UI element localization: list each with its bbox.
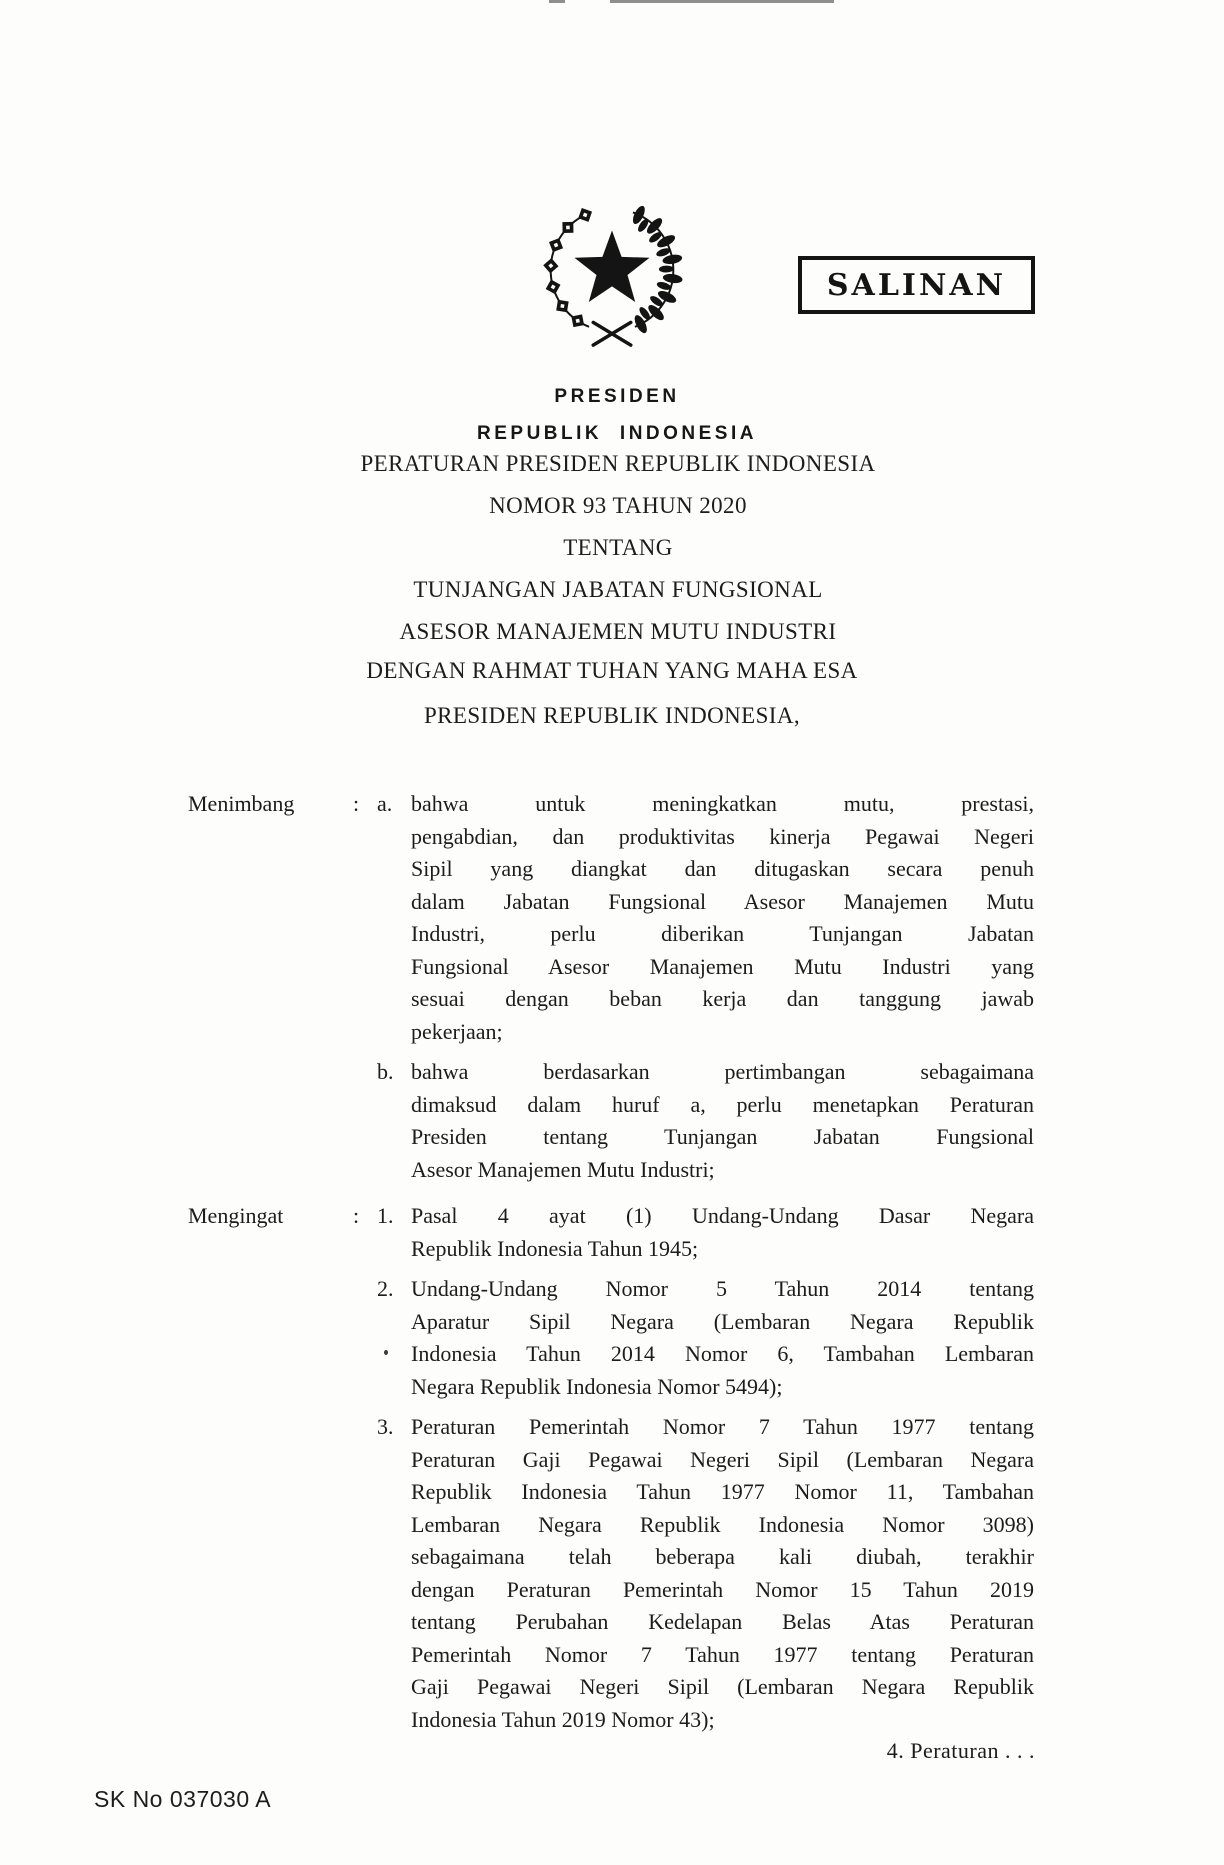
regulation-title [0, 452, 1224, 662]
clause-line: dalam Jabatan Fungsional Asesor Manajemen Mutu [411, 888, 1034, 914]
catchword: 4. Peraturan . . . [886, 1738, 1035, 1763]
regulation-body [188, 788, 1034, 1736]
clause-item [377, 788, 1034, 1048]
section-colon: : [353, 791, 360, 816]
section-colon: : [353, 1203, 360, 1228]
clause-line: Peraturan Pemerintah Nomor 7 Tahun 1977 tentang [411, 1414, 1034, 1439]
scan-artifact-line [549, 0, 565, 3]
title-line: NOMOR 93 TAHUN 2020 [489, 493, 747, 518]
clause-marker: 3. [377, 1414, 394, 1439]
scan-artifact-line [610, 0, 834, 3]
clause-line: pengabdian, dan produktivitas kinerja Pegawai Negeri [411, 823, 1034, 849]
clause-line: Presiden tentang Tunjangan Jabatan Fungsional [411, 1124, 1034, 1149]
clause-line: tentang Perubahan Kedelapan Belas Atas Peraturan [411, 1609, 1034, 1634]
clause-line: Sipil yang diangkat dan ditugaskan secara penuh [411, 856, 1034, 881]
clause-line: Pemerintah Nomor 7 Tahun 1977 tentang Peraturan [411, 1641, 1034, 1667]
clause-line: bahwa berdasarkan pertimbangan sebagaimana [411, 1059, 1034, 1084]
clause-line: Undang-Undang Nomor 5 Tahun 2014 tentang [411, 1276, 1034, 1301]
title-line: TENTANG [563, 535, 673, 560]
clause-line: pekerjaan; [411, 1018, 503, 1044]
clause-marker: 2. [377, 1276, 394, 1301]
clause-line: Lembaran Negara Republik Indonesia Nomor 3098) [411, 1511, 1034, 1537]
clause-line: Peraturan Gaji Pegawai Negeri Sipil (Lembaran Negara [411, 1446, 1034, 1472]
section-label: Menimbang [188, 791, 295, 816]
title-line: ASESOR MANAJEMEN MUTU INDUSTRI [399, 619, 837, 644]
clause-item [377, 1411, 1034, 1736]
clause-line: Negara Republik Indonesia Nomor 5494); [411, 1373, 783, 1399]
clause-line: Indonesia Tahun 2019 Nomor 43); [411, 1706, 715, 1732]
section-mengingat [188, 1200, 1034, 1736]
clause-line: Republik Indonesia Tahun 1945; [411, 1235, 699, 1261]
clause-marker: a. [377, 791, 393, 816]
clause-line: bahwa untuk meningkatkan mutu, prestasi, [411, 791, 1034, 816]
letterhead-line-republik-indonesia: REPUBLIK INDONESIA [477, 423, 757, 444]
clause-line: Republik Indonesia Tahun 1977 Nomor 11, Tambahan [411, 1479, 1034, 1504]
clause-line: Asesor Manajemen Mutu Industri; [411, 1156, 715, 1182]
clause-text [411, 1200, 1034, 1265]
section-label: Mengingat [188, 1203, 284, 1228]
letterhead-line-presiden: PRESIDEN [554, 386, 680, 407]
clause-line: Aparatur Sipil Negara (Lembaran Negara Republik [411, 1308, 1034, 1334]
doc-control-number: SK No 037030 A [94, 1786, 272, 1812]
salinan-stamp [798, 256, 1035, 314]
clause-line: sesuai dengan beban kerja dan tanggung jawab [411, 986, 1034, 1011]
clause-marker: b. [377, 1059, 394, 1084]
clause-text [411, 1056, 1034, 1186]
salinan-stamp-label: SALINAN [826, 267, 1007, 303]
authority-line: PRESIDEN REPUBLIK INDONESIA, [423, 703, 800, 728]
clause-text [411, 1273, 1034, 1403]
star-wreath-presidential-emblem-icon [528, 192, 696, 355]
title-line: PERATURAN PRESIDEN REPUBLIK INDONESIA [360, 451, 876, 476]
clause-line: Pasal 4 ayat (1) Undang-Undang Dasar Negara [411, 1203, 1034, 1228]
clause-item [377, 1056, 1034, 1186]
clause-item [377, 1200, 1034, 1265]
title-line: TUNJANGAN JABATAN FUNGSIONAL [413, 577, 823, 602]
section-menimbang [188, 788, 1034, 1186]
clause-line: Industri, perlu diberikan Tunjangan Jabatan [411, 921, 1034, 946]
letterhead [0, 386, 1224, 445]
clause-line: Indonesia Tahun 2014 Nomor 6, Tambahan Lembaran [411, 1341, 1034, 1366]
clause-line: sebagaimana telah beberapa kali diubah, terakhir [411, 1544, 1034, 1569]
clause-item [377, 1273, 1034, 1403]
clause-line: Fungsional Asesor Manajemen Mutu Industri yang [411, 953, 1034, 979]
clause-text [411, 1411, 1034, 1736]
clause-text [411, 788, 1034, 1048]
clause-line: Gaji Pegawai Negeri Sipil (Lembaran Negara Republik [411, 1674, 1034, 1699]
invocation-line: DENGAN RAHMAT TUHAN YANG MAHA ESA [366, 658, 858, 683]
clause-line: dengan Peraturan Pemerintah Nomor 15 Tahun 2019 [411, 1576, 1034, 1602]
clause-marker: 1. [377, 1203, 394, 1228]
clause-line: dimaksud dalam huruf a, perlu menetapkan Peraturan [411, 1091, 1034, 1117]
